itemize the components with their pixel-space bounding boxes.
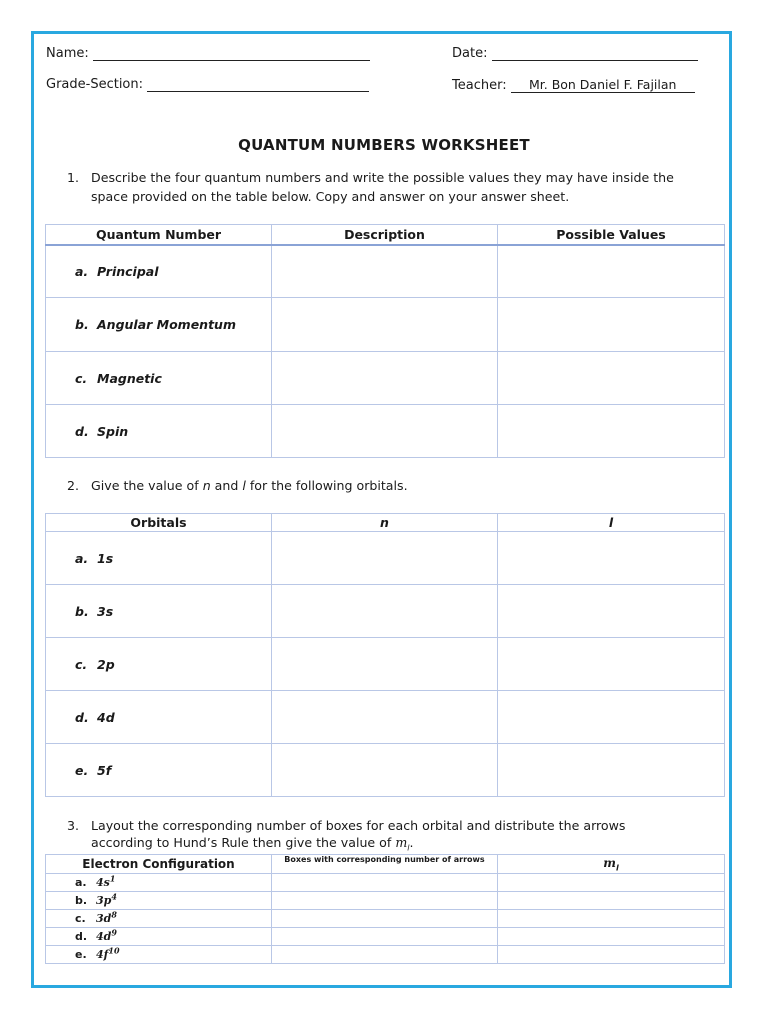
n-cell[interactable] [272, 638, 498, 691]
date-row [452, 46, 698, 61]
table-row [46, 245, 725, 298]
question-2-text: Give the value of n and l for the following orbitals. [91, 478, 408, 493]
teacher-row [452, 77, 695, 93]
table-row [46, 405, 725, 458]
boxes-cell[interactable] [272, 946, 498, 964]
grade-section-label: Grade-Section: [46, 77, 144, 92]
table-row [46, 691, 725, 744]
row-label: d. Spin [46, 405, 272, 458]
name-field[interactable] [93, 60, 370, 61]
grade-section-row [46, 77, 369, 92]
n-cell[interactable] [272, 744, 498, 797]
row-label: a. Principal [46, 245, 272, 298]
boxes-cell[interactable] [272, 910, 498, 928]
row-label: a. 1s [46, 532, 272, 585]
row-label: c. Magnetic [46, 352, 272, 405]
l-cell[interactable] [498, 744, 725, 797]
teacher-label: Teacher: [452, 78, 507, 93]
row-label: d. $4d^9$ [46, 928, 272, 946]
l-cell[interactable] [498, 638, 725, 691]
row-label: c. 2p [46, 638, 272, 691]
possible-values-cell[interactable] [498, 405, 725, 458]
table-row [46, 744, 725, 797]
ml-cell[interactable] [498, 892, 725, 910]
row-label: a. $4s^1$ [46, 874, 272, 892]
l-cell[interactable] [498, 585, 725, 638]
possible-values-cell[interactable] [498, 352, 725, 405]
table-row [46, 892, 725, 910]
question-1-line-2: space provided on the table below. Copy and answer on your answer sheet. [91, 189, 570, 204]
description-cell[interactable] [272, 245, 498, 298]
row-label: d. 4d [46, 691, 272, 744]
column-header: Orbitals [46, 514, 272, 532]
name-row [46, 46, 370, 61]
column-header: Description [272, 225, 498, 245]
row-label: b. Angular Momentum [46, 298, 272, 352]
boxes-cell[interactable] [272, 892, 498, 910]
teacher-value: Mr. Bon Daniel F. Fajilan [511, 77, 695, 93]
table-row [46, 946, 725, 964]
column-header: n [272, 514, 498, 532]
l-cell[interactable] [498, 532, 725, 585]
row-label: e. $4f^{10}$ [46, 946, 272, 964]
question-number: 1. [67, 170, 80, 185]
possible-values-cell[interactable] [498, 245, 725, 298]
description-cell[interactable] [272, 405, 498, 458]
ml-cell[interactable] [498, 946, 725, 964]
table-row [46, 874, 725, 892]
column-header: l [498, 514, 725, 532]
row-label: b. $3p^4$ [46, 892, 272, 910]
date-label: Date: [452, 46, 488, 61]
n-cell[interactable] [272, 532, 498, 585]
row-label: c. $3d^8$ [46, 910, 272, 928]
column-header: Quantum Number [46, 225, 272, 245]
question-2 [67, 476, 717, 496]
worksheet-title: QUANTUM NUMBERS WORKSHEET [238, 136, 530, 154]
table-row [46, 928, 725, 946]
table-row [46, 352, 725, 405]
quantum-numbers-table [45, 224, 725, 458]
table-row [46, 910, 725, 928]
table-row [46, 298, 725, 352]
question-3 [67, 817, 717, 855]
table-row [46, 532, 725, 585]
n-cell[interactable] [272, 691, 498, 744]
electron-configuration-table [45, 854, 725, 964]
question-3-line-2: according to Hund’s Rule then give the value of $m_l$. [91, 835, 414, 853]
date-field[interactable] [492, 60, 698, 61]
question-3-line-1: Layout the corresponding number of boxes for each orbital and distribute the arrows [91, 818, 626, 833]
boxes-cell[interactable] [272, 928, 498, 946]
orbitals-table [45, 513, 725, 797]
l-cell[interactable] [498, 691, 725, 744]
question-number: 2. [67, 478, 80, 493]
description-cell[interactable] [272, 298, 498, 352]
row-label: e. 5f [46, 744, 272, 797]
table-row [46, 585, 725, 638]
column-header: Electron Configuration [46, 855, 272, 874]
row-label: b. 3s [46, 585, 272, 638]
question-1 [67, 168, 717, 208]
column-header: Boxes with corresponding number of arrows [272, 855, 498, 874]
name-label: Name: [46, 46, 89, 61]
grade-section-field[interactable] [147, 91, 369, 92]
question-1-line-1: Describe the four quantum numbers and write the possible values they may have inside the [91, 170, 674, 185]
table-row [46, 638, 725, 691]
n-cell[interactable] [272, 585, 498, 638]
boxes-cell[interactable] [272, 874, 498, 892]
ml-cell[interactable] [498, 874, 725, 892]
ml-cell[interactable] [498, 928, 725, 946]
column-header: Possible Values [498, 225, 725, 245]
possible-values-cell[interactable] [498, 298, 725, 352]
column-header: $m_l$ [498, 855, 725, 874]
ml-cell[interactable] [498, 910, 725, 928]
question-number: 3. [67, 818, 80, 833]
description-cell[interactable] [272, 352, 498, 405]
